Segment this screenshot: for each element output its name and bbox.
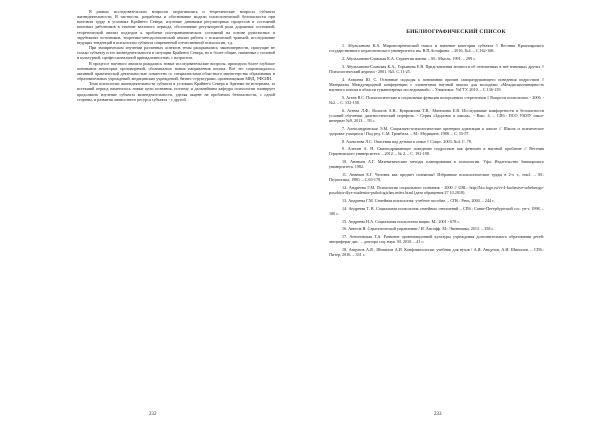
bibliography-entry: 3. Абульханова-Славская К.А., Горьянова Е.В. Представления личности об отношениях в неё значимых других // Психологический журнал - 2001. №5. С.11-25. (329, 63, 544, 74)
body-text (77, 9, 275, 102)
paragraph: В рамках исследовательских вопросов затрагивались и теоретические вопросы субъекта жизнедеятельности. В частности, разработка и обоснование модели психологической безопасности при вахтовом труде в условиях Крайнего Севера, изучение динамики регуляторных процессов и состояний вахтовых работников в течение вахтового периода, обоснование регуляторной роли дорожных состояний; теоретический анализ подходов к проблеме посттравматических состояний на основе рукописных и зарубежных источников, теоретико-методологический анализ работы с психической травмой; исследование ведущих тенденций в психологии субъекта современной отечественной психологии, т.д. (77, 9, 275, 45)
bibliography-entry: 14. Андреева Т. В. Социальная психология семейных отношений – СПб.: Санкт-Петербургский гос. ун-т, 1998. – 100 с. (329, 205, 544, 216)
bibliography-entry: 17. Антоновская Т.А. Развитие организационной культуры учреждения дополнительного образования детей: автореферат дис. ... доктора соц. наук. М. 2010. – 41 с. (329, 234, 544, 245)
bibliography-entry: 8. Алексеева Л.С. Опасения над детьми в семье // Социс. 2003. №4. С. 78. (342, 138, 472, 144)
bibliography-entry: 6. Агеева Л.Ф., Вольтов А.В., Куприянова Т.В., Матюхина Е.В. Исследование комфортности и безопасности условий обучения: диагностический портфель. - Серия «Здоровье и школа». - Вып. 4. – СПб.: ПСО УЮЗУ школ-интернат №9, 2013. – 93 с. (329, 107, 544, 123)
bibliography-entry: 9. Алехин А. Н. Самоподрывающее поведение подростков как феномен в научной проблеме // Вестник Герценовского университета. – 2012. – № 2. – С. 191-198. (329, 146, 544, 157)
bibliography-entry: 4. Агашева Ю. С. Основные подходы к понимании причин саморазрушающего поведения подростков // Материалы Международной конференции с элементами научной школы для молодёжи «Междисциплинарность научного поиска в области гуманитарных исследований». – Ульяновск: УлГТУ, 2010. – С.136-139. (329, 76, 544, 92)
page-number: 233 (434, 412, 442, 417)
bibliography-entry: 2. Абульханова-Славская К.А. Стратегия жизни. – М.: Мысль, 1991. – 299 с. (342, 55, 476, 61)
bibliography-entry: 5. Агеев В.С. Психологические и социальные функции полоролевых стереотипов // Вопросы психологии. - 2006. - №2. – С. 152-158. (329, 94, 544, 105)
bibliography-title: БИБЛИОГРАФИЧЕСКИЙ СПИСОК (406, 29, 506, 35)
paragraph: В процессе научного анализа рождались новые исследовательские вопросы, приходило более глубокое понимание некоторых противоречий, обозначались новые направления поиска. Всё это сопровождалось активной практической деятельностью совместно со специалистами областного министерства образования и образовательных учреждений, медицинских учреждений, бизнес-структурами, организациями МВД, УФСИН. (77, 60, 275, 82)
page-number: 232 (149, 412, 157, 417)
bibliography-list (329, 43, 544, 260)
right-page (300, 0, 600, 424)
bibliography-entry: 16. Анисов И. Стратегический управлении / И. Ансофф. М.: Экономика, 2013. – 358 с. (342, 226, 495, 232)
bibliography-entry: 11. Ананьев Б.Г. Человек как предмет познания// Избранные психологические труды в 2-х т., том1. – М.: Педагогика, 1980. – С.65-178. (329, 172, 544, 183)
bibliography-entry: 7. Александровская Э.М. Социально-психологические критерии адаптации к школе // Школа и психическое здоровье учащихся / Под ред. С.М. Громбаха. – М.: Медицина, 1988. – С. 55-57. (329, 125, 544, 136)
bibliography-entry: 1. Абульханова К.А. Мировоззренческий смысл и значение категории субъекта // Вестник Красноярского государственного педагогического университета им. В.П.Астафьева. – 2016, №4. – С.162-168. (329, 43, 544, 54)
paragraph: При эмпирическом изучении различных аспектов темы раскрывались закономерности, присущие не только субъекту и его жизнедеятельности в ситуации Крайнего Севера, но и более общие, связанные с половой и культурной, профессиональной принадлежностью, с возрастом. (77, 45, 275, 61)
paragraph: Тема психологии жизнедеятельности субъекта в условиях Крайнего Севера и Арктике не исчерпана, за истекший период наметилось новые цели познания, поэтому и дальнейшим кафедра психологии планирует продолжить изучение субъекта жизнедеятельности, уделяя акцент на проблемах безопасности, с одной стороны, и развития личностного ресурса субъекта - с другой. (77, 81, 275, 102)
bibliography-entry: 12. Андреева Г.М. Психология социального познания - 2000 // URL: http://bio.logo.ru/vt-4-kachestve-uchebnogo-posobiya-dlya-studentov-psihologiches.index.html (дата обращения 27.10.2018). (329, 184, 544, 196)
bibliography-entry: 10. Ананьев А.Г. Математические методы планирования в психологии. Уфа: Издательство башкирского университета, 1982. (329, 159, 544, 170)
bibliography-entry: 13. Андреева Г.М. Семейная психология: учебное пособие. – СПб.: Речь, 2004. – 244 с. (342, 197, 496, 203)
bibliography-entry: 18. Анцупов А.Я., Шипилов А.И. Конфликтология: учебник для вузов / А.Я. Анцупов, А.И. Шипилов. – СПб.: Питер, 2016. – 331 с. (329, 246, 544, 258)
bibliography-entry: 15. Андреева Н.А. Социальная психологии нации. М.: 2001 - 678 с. (342, 218, 461, 224)
